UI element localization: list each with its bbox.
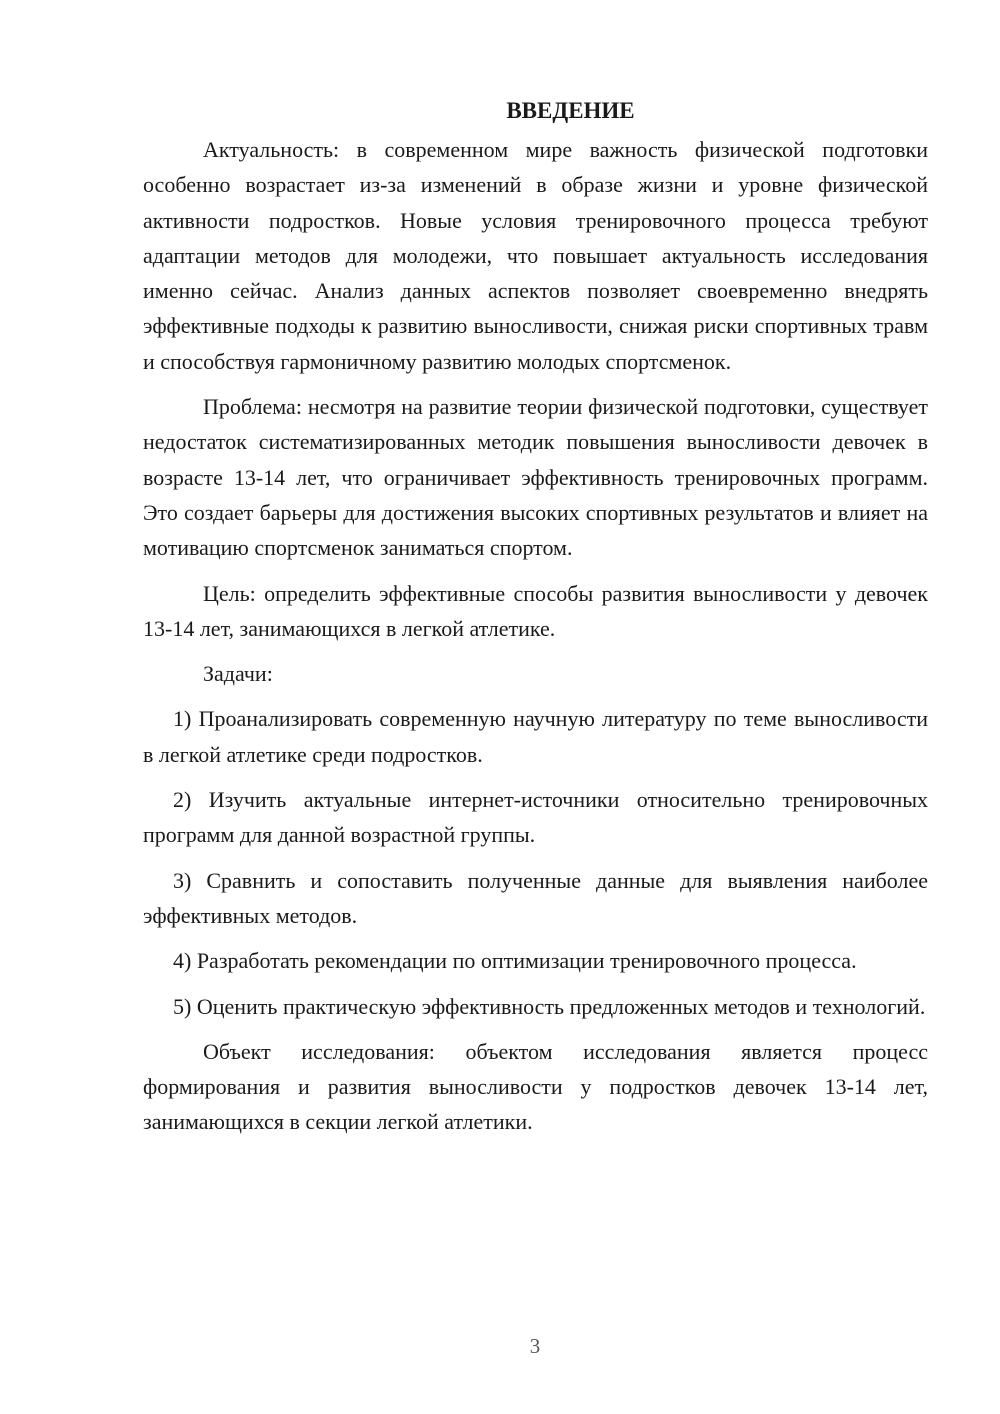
tasks-list (143, 701, 928, 1023)
list-item: 3) Сравнить и сопоставить полученные данные для выявления наиболее эффективных методов. (143, 867, 928, 928)
object-paragraph: Объект исследования: объектом исследования является процесс формирования и развития выносливости у подростков девочек 13-14 лет, занимающихся в секции легкой атлетики. (143, 1038, 928, 1135)
list-item: 1) Проанализировать современную научную литературу по теме выносливости в легкой атлетике среди подростков. (143, 706, 928, 767)
document-page (143, 90, 928, 1140)
goal-paragraph: Цель: определить эффективные способы развития выносливости у девочек 13-14 лет, занимающихся в легкой атлетике. (143, 580, 928, 641)
tasks-heading: Задачи: (203, 661, 273, 687)
page-title: ВВЕДЕНИЕ (506, 98, 635, 123)
list-item: 5) Оценить практическую эффективность предложенных методов и технологий. (173, 993, 926, 1019)
page-number: 3 (529, 1334, 541, 1358)
problem-paragraph: Проблема: несмотря на развитие теории физической подготовки, существует недостаток систематизированных методик повышения выносливости девочек в возрасте 13-14 лет, что ограничивает эффективность тренировочных программ. Это создает барьеры для достижения высоких спортивных результатов и влияет на мотивацию спортсменок заниматься спортом. (143, 394, 928, 561)
list-item: 4) Разработать рекомендации по оптимизации тренировочного процесса. (173, 948, 857, 974)
list-item: 2) Изучить актуальные интернет-источники относительно тренировочных программ для данной возрастной группы. (143, 787, 928, 848)
relevance-paragraph: Актуальность: в современном мире важность физической подготовки особенно возрастает из-за изменений в образе жизни и уровне физической активности подростков. Новые условия тренировочного процесса требуют адаптации методов для молодежи, что повышает актуальность исследования именно сейчас. Анализ данных аспектов позволяет своевременно внедрять эффективные подходы к развитию выносливости, снижая риски спортивных травм и способствуя гармоничному развитию молодых спортсменок. (143, 137, 928, 374)
